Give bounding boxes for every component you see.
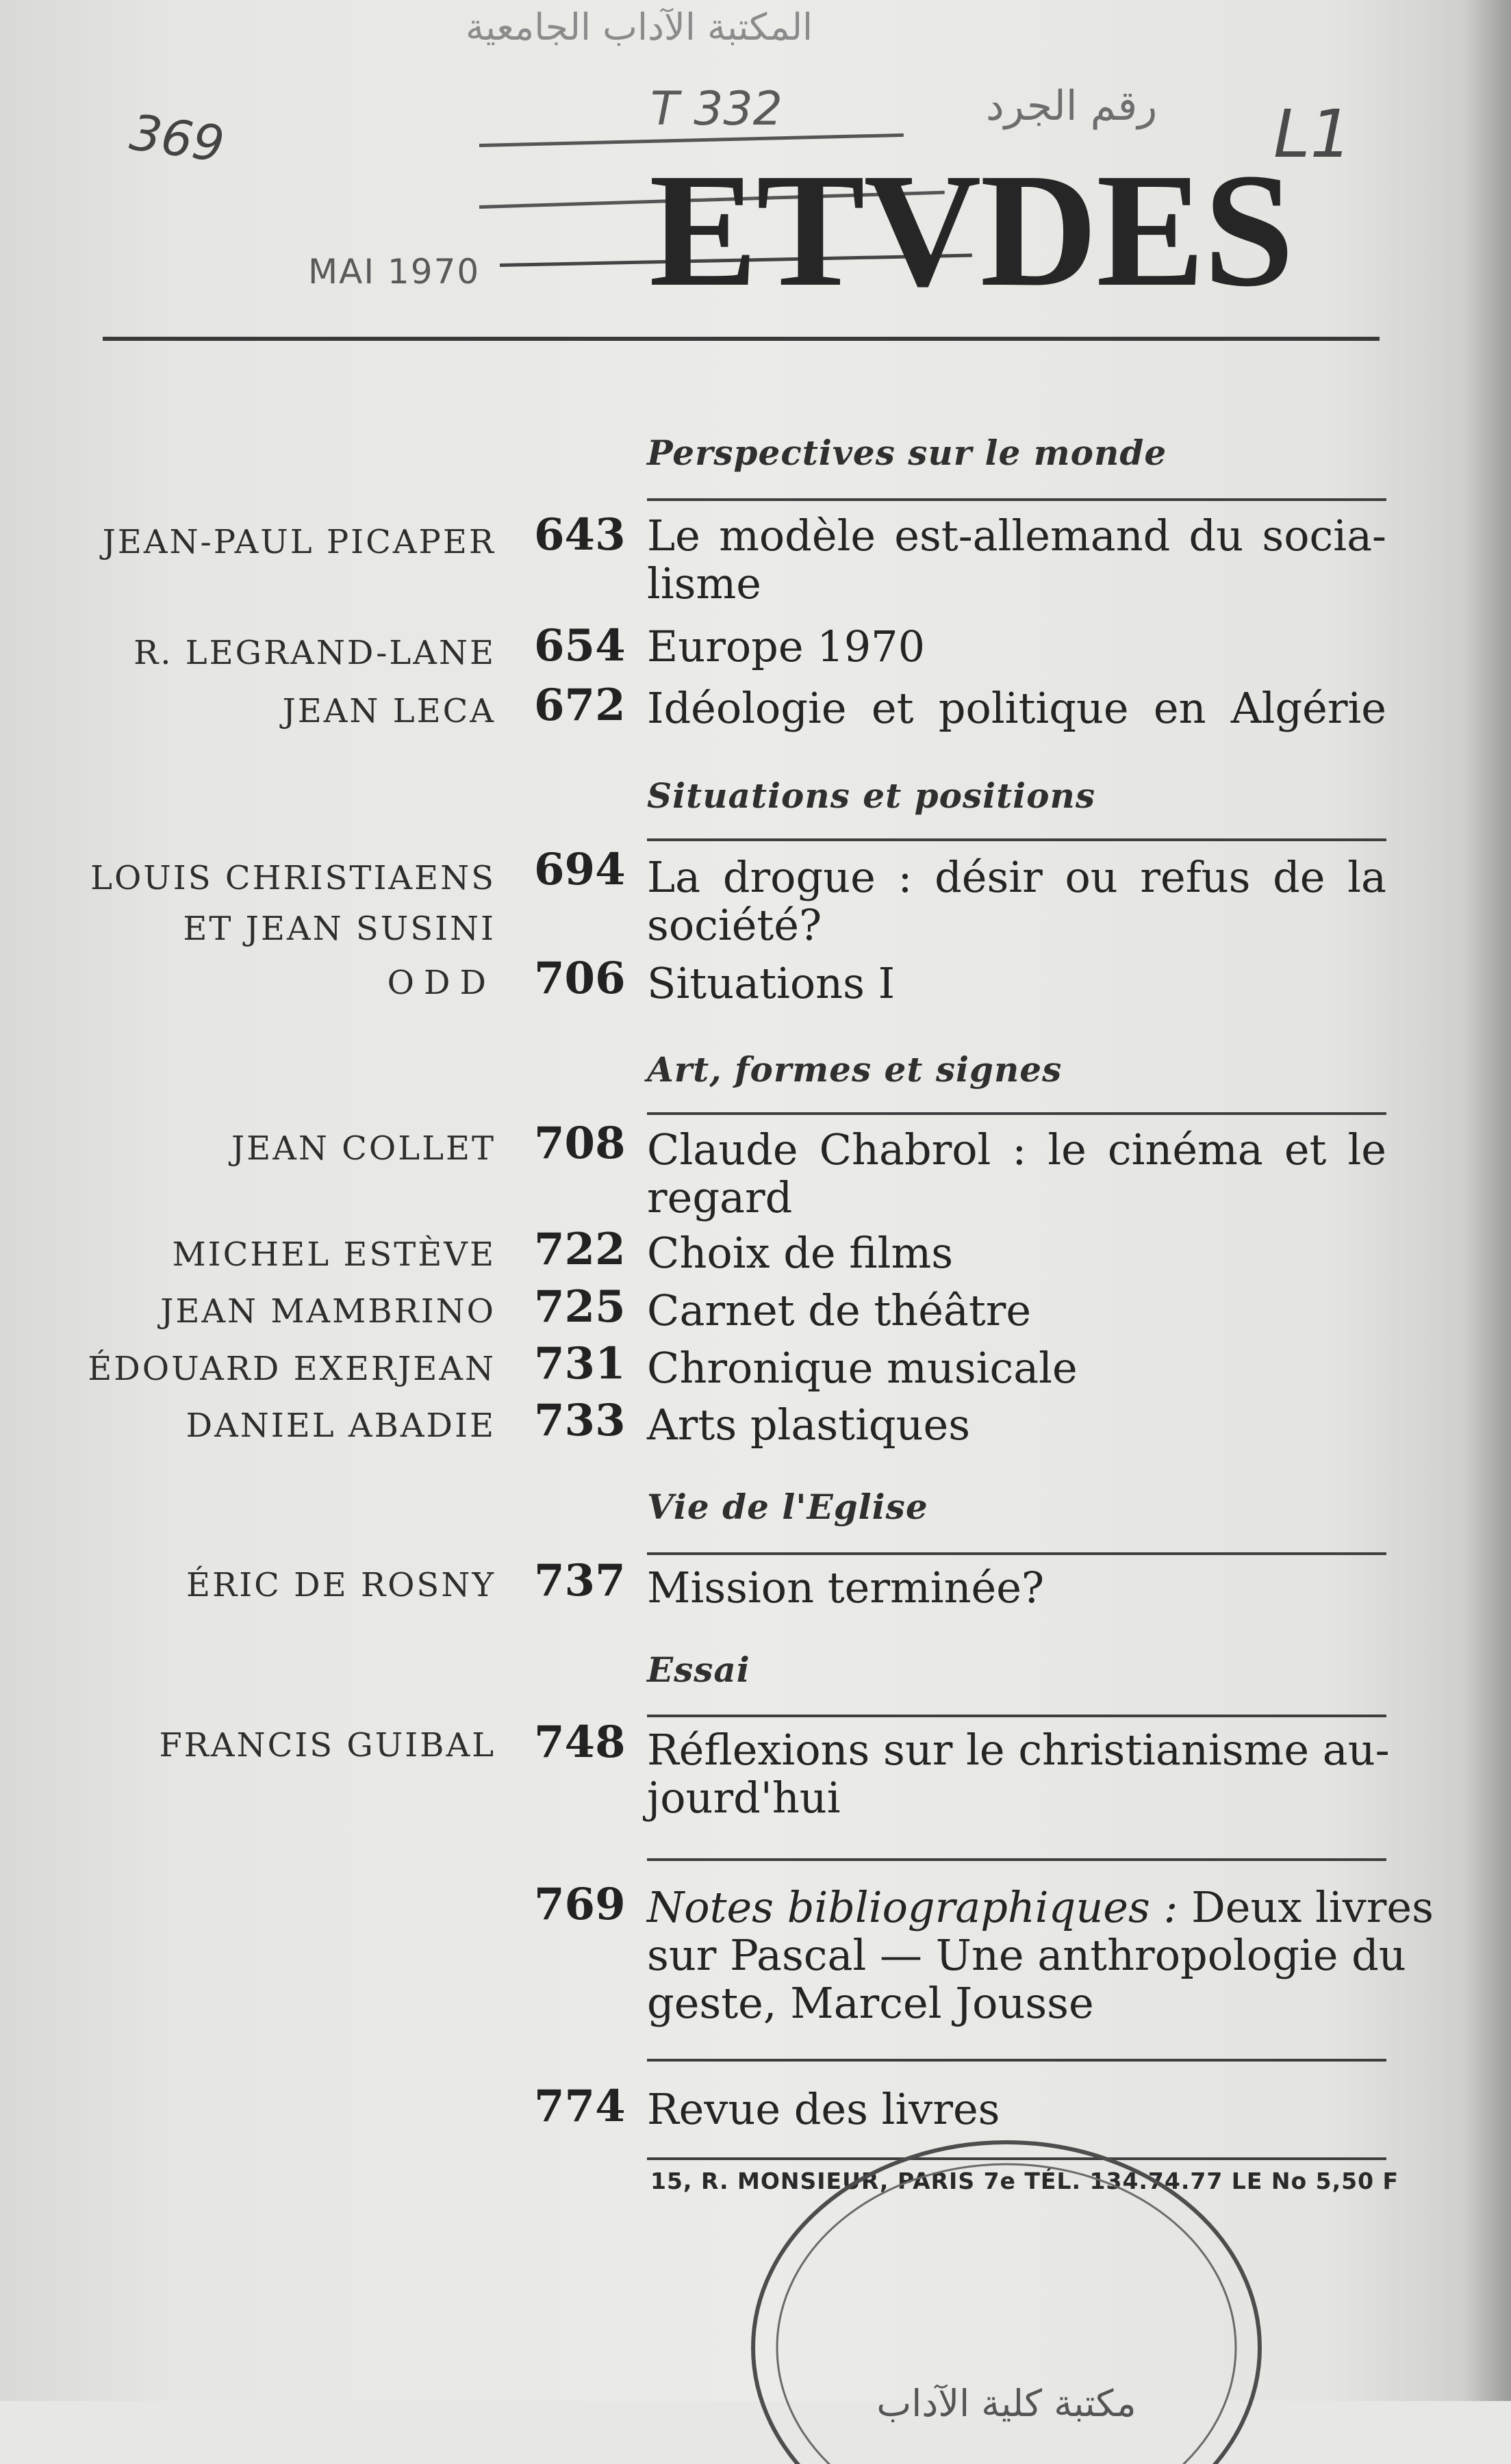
entry-page-number: 774	[534, 2081, 626, 2132]
entry-title-line: société?	[647, 900, 822, 950]
entry-page-number: 694	[534, 844, 626, 895]
section-heading: Essai	[647, 1650, 750, 1690]
entry-title-line: Chronique musicale	[647, 1343, 1078, 1393]
entry-author: DANIEL ABADIE	[186, 1407, 496, 1445]
handwritten-mark: L1	[1273, 96, 1352, 172]
entry-title	[647, 1126, 1386, 1222]
handwritten-arabic-right: رقم الجرد	[986, 82, 1158, 130]
issue-date: MAI 1970	[308, 252, 481, 292]
section-heading: Art, formes et signes	[647, 1049, 1063, 1090]
entry-title-line: jourd'hui	[647, 1773, 841, 1823]
entry-author: FRANCIS GUIBAL	[159, 1726, 496, 1764]
entry-title-line: Carnet de théâtre	[647, 1285, 1032, 1335]
entry-title-line	[647, 1882, 1434, 1932]
entry-page-number: 672	[534, 680, 626, 731]
section-rule	[647, 1715, 1386, 1717]
entry-page-number: 643	[534, 509, 626, 561]
handwritten-shelf-mark: T 332	[650, 82, 783, 136]
handwritten-arabic-top: المكتبة الآداب الجامعية	[466, 5, 813, 49]
section-heading: Vie de l'Eglise	[647, 1487, 928, 1527]
entry-page-number: 731	[534, 1338, 626, 1389]
library-stamp	[739, 2122, 1273, 2464]
entry-author-line: ET JEAN SUSINI	[183, 910, 496, 948]
handwritten-number: 369	[126, 103, 228, 174]
entry-author	[90, 853, 496, 954]
entry-page-number: 733	[534, 1395, 626, 1446]
publisher-address: 15, R. MONSIEUR, PARIS 7e TÉL. 134.74.77 LE No 5,50 F	[650, 2168, 1399, 2194]
entry-title	[647, 512, 1386, 608]
entry-title-line: Claude Chabrol : le cinéma et le	[647, 1125, 1386, 1175]
entry-title	[647, 1882, 1434, 2028]
entry-page-number: 708	[534, 1118, 626, 1169]
section-heading: Perspectives sur le monde	[647, 433, 1167, 473]
entry-title-line: Idéologie et politique en Algérie	[647, 683, 1386, 733]
entry-author-line: LOUIS CHRISTIAENS	[90, 859, 496, 897]
entry-title	[647, 1725, 1390, 1823]
entry-page-number: 769	[534, 1879, 626, 1930]
section-rule	[647, 498, 1386, 501]
entry-title	[647, 684, 1386, 732]
notes-text: Deux livres	[1191, 1882, 1434, 1932]
entry-title-line: Revue des livres	[647, 2084, 1000, 2134]
entry-title-line: regard	[647, 1172, 793, 1222]
entry-page-number: 737	[534, 1555, 626, 1606]
entry-title	[647, 854, 1386, 949]
entry-title	[647, 623, 1386, 671]
entry-author: ÉDOUARD EXERJEAN	[88, 1350, 496, 1388]
entry-title-line: Choix de films	[647, 1228, 954, 1278]
journal-title: ETVDES	[649, 140, 1293, 320]
entry-title-line: sur Pascal — Une anthropologie du	[647, 1930, 1406, 1980]
entry-page-number: 725	[534, 1281, 626, 1333]
entry-author: R. LEGRAND-LANE	[134, 634, 496, 672]
entry-title	[647, 1564, 1386, 1612]
entry-title-line: Europe 1970	[647, 621, 926, 671]
section-rule	[647, 838, 1386, 841]
entry-title-line: Réflexions sur le christianisme au-	[647, 1725, 1390, 1775]
entry-author: JEAN COLLET	[231, 1129, 496, 1168]
stamp-text: مكتبة كلية الآداب	[876, 2382, 1137, 2425]
entry-title-line: lisme	[647, 559, 761, 608]
entry-page-number: 654	[534, 620, 626, 671]
page-edge-shadow	[1463, 0, 1511, 2401]
entry-page-number: 748	[534, 1717, 626, 1768]
entry-page-number: 706	[534, 953, 626, 1004]
entry-title-line: Mission terminée?	[647, 1563, 1045, 1613]
entry-title	[647, 1344, 1386, 1392]
entry-author: ÉRIC DE ROSNY	[186, 1566, 496, 1604]
entry-author: JEAN MAMBRINO	[160, 1292, 496, 1331]
entry-title	[647, 960, 1386, 1008]
section-rule	[647, 1858, 1386, 1861]
entry-title	[647, 1229, 1386, 1277]
entry-page-number: 722	[534, 1224, 626, 1275]
entry-title	[647, 1401, 1386, 1449]
section-heading: Situations et positions	[647, 775, 1096, 816]
notes-label: Notes bibliographiques :	[647, 1882, 1178, 1932]
entry-author: JEAN-PAUL PICAPER	[102, 523, 496, 561]
entry-title-line: Le modèle est-allemand du socia-	[647, 511, 1386, 561]
section-rule	[647, 1552, 1386, 1555]
entry-title-line: geste, Marcel Jousse	[647, 1978, 1094, 2028]
section-rule	[647, 1112, 1386, 1115]
section-rule	[647, 2059, 1386, 2062]
entry-author: ODD	[387, 964, 496, 1002]
entry-title-line: La drogue : désir ou refus de la	[647, 852, 1386, 902]
entry-title-line: Situations I	[647, 958, 896, 1008]
entry-title	[647, 1287, 1386, 1335]
header-rule	[103, 337, 1380, 341]
entry-author: MICHEL ESTÈVE	[172, 1235, 496, 1274]
entry-title-line: Arts plastiques	[647, 1400, 971, 1450]
entry-author: JEAN LECA	[282, 692, 496, 730]
